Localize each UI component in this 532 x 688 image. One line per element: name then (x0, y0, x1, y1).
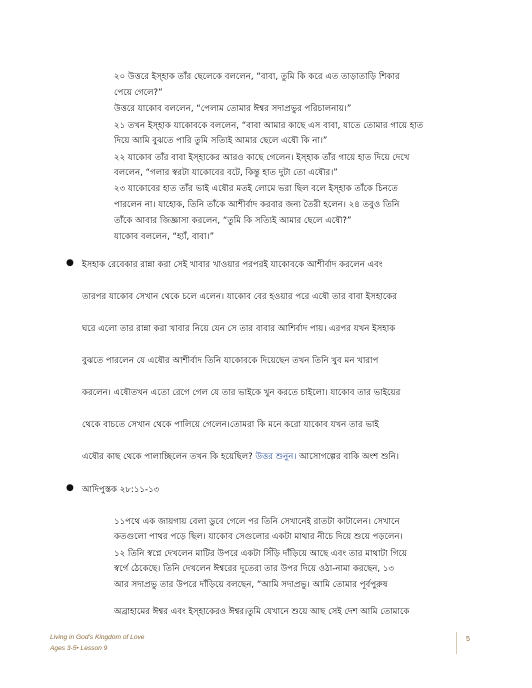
page-number: 5 (466, 636, 470, 643)
verse-line: যাকোব বললেন, “হ্যাঁ, বাবা।” (114, 232, 215, 242)
verse-line: ২২ যাকোব তাঁর বাবা ইস্হাকের আরও কাছে গেলেন। ইস্হাক তাঁর গায়ে হাত দিয়ে দেখে (114, 153, 410, 163)
verse-line: পেয়ে গেলে?” (114, 88, 163, 98)
listen-answer-link[interactable]: উত্তর শুনুন। (255, 452, 297, 462)
verse-line: ১১পথে এক জায়গায় বেলা ডুবে গেলে পর তিনি সেখানেই রাতটা কাটালেন। সেখানে (114, 517, 400, 527)
verse-line: তাঁকে আবার জিজ্ঞাসা করলেন, “তুমি কি সত্যিই আমার ছেলে এষৌ?” (114, 216, 352, 226)
bullet-dot: ● (66, 258, 74, 268)
verse-line: কতগুলো পাথর পড়ে ছিল। যাকোব সেগুলোর একটা মাথার নীচে দিয়ে শুয়ে পড়লেন। (114, 532, 403, 542)
verse-line: ১২ তিনি স্বপ্নে দেখলেন মাটির উপরে একটা সিঁড়ি দাঁড়িয়ে আছে এবং তার মাথাটা গিয়ে (114, 549, 408, 559)
verse-line: অব্রাহামের ঈশ্বর এবং ইস্হাকেরও ঈশ্বর।তুমি যেখানে শুয়ে আছ সেই দেশ আমি তোমাকে (114, 607, 410, 617)
narrative-line: ইসহাক রেবেকার রান্না করা সেই খাবার খাওয়ার পরপরই যাকোবকে আশীর্বাদ করলেন এবং (82, 260, 383, 270)
verse-line: ২১ তখন ইস্হাক যাকোবকে বললেন, “বাবা আমার কাছে এস বাবা, যাতে তোমার গায়ে হাত (114, 121, 424, 131)
verse-line: স্বর্গে ঠেকেছে। তিনি দেখলেন ঈশ্বরের দূতেরা তার উপর দিয়ে ওঠা-নামা করছেন, ১৩ (114, 564, 395, 574)
verse-line: ২০ উত্তরে ইস্হাক তাঁর ছেলেকে বললেন, “বাবা, তুমি কি করে এত তাড়াতাড়ি শিকার (114, 72, 400, 82)
footer-divider (456, 632, 457, 654)
verse-line: উত্তরে যাকোব বললেন, “পেলাম তোমার ঈশ্বর সদাপ্রভুর পরিচালনায়।” (114, 104, 352, 114)
narrative-line: তারপর যাকোব সেখান থেকে চলে এলেন। যাকোব বের হওয়ার পরে এষৌ তার বাবা ইসহাকের (82, 292, 398, 302)
verse-line: বললেন, “গলার স্বরটা যাকোবের বটে, কিন্তু হাত দুটা তো এষৌর।” (114, 168, 338, 178)
bullet-dot: ● (66, 483, 74, 493)
footer-title: Living in God’s Kingdom of Love (50, 634, 145, 641)
footer-subtitle: Ages 3-5• Lesson 9 (50, 645, 108, 652)
narrative-line: বুঝতে পারলেন যে এষৌর আশীর্বাদ তিনি যাকোবকে দিয়েছেন তখন তিনি খুব মন খারাপ (82, 356, 379, 366)
narrative-line: থেকে বাচতে সেখান থেকে পালিয়ে গেলেন।তোমরা কি মনে করো যাকোব যখন তার ভাই (82, 420, 379, 430)
narrative-line: ঘরে এলো তার রান্না করা খাবার নিয়ে যেন সে তার বাবার আশির্বাদ পায়। এরপর যখন ইসহাক (82, 324, 396, 334)
scripture-reference: আদিপুস্তক ২৮:১১-১৩ (82, 485, 160, 495)
narrative-line-last (82, 450, 399, 464)
narrative-text: এষৌর কাছ থেকে পালাচ্ছিলেন তখন কি হয়েছিল? (82, 452, 256, 462)
verse-line: পারলেন না। যাহোক, তিনি তাঁকে আশীর্বাদ করবার জন্য তৈরী হলেন। ২৪ তবুও তিনি (114, 200, 400, 210)
verse-line: দিয়ে আমি বুঝতে পারি তুমি সত্যিই আমার ছেলে এষৌ কি না।” (114, 136, 328, 146)
verse-line: আর সদাপ্রভু তার উপরে দাঁড়িয়ে বলছেন, “আমি সদাপ্রভু। আমি তোমার পূর্বপুরুষ (114, 580, 388, 590)
narrative-text: আসোগল্পের বাকি অংশ শুনি। (296, 452, 400, 462)
verse-line: ২৩ যাকোবের হাত তাঁর ভাই এষৌর মতই লোমে ভরা ছিল বলে ইস্হাক তাঁকে চিনতে (114, 184, 398, 194)
narrative-line: করলেন। এষৌতখন এতো রেগে গেল যে তার ভাইকে খুন করতে চাইলো। যাকোব তার ভাইয়ের (82, 388, 401, 398)
